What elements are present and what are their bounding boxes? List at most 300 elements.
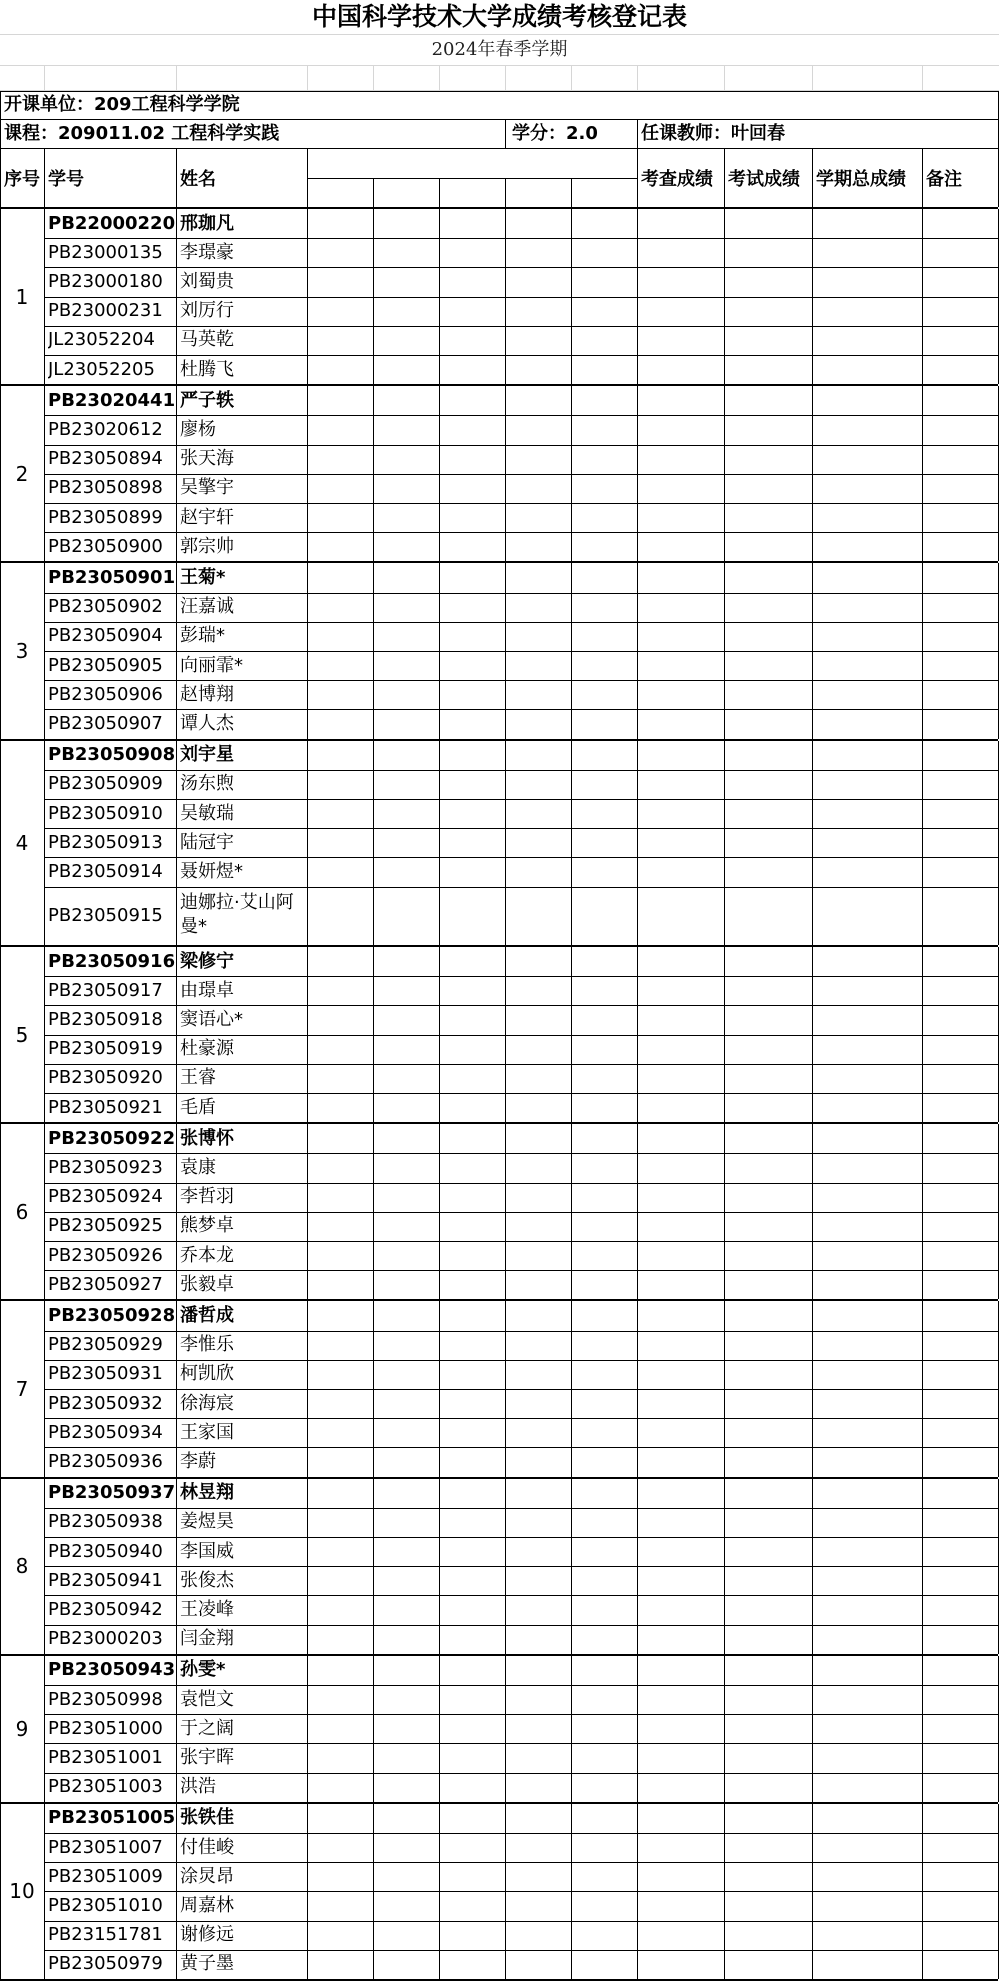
table-border-v — [637, 119, 638, 148]
student-name: 闫金翔 — [180, 1628, 234, 1650]
header-student-id: 学号 — [48, 169, 84, 190]
student-id: PB23050934 — [48, 1421, 163, 1443]
table-border-h — [0, 1654, 998, 1656]
table-border-h — [0, 148, 998, 149]
student-name: 杜豪源 — [180, 1038, 234, 1060]
table-border-v — [307, 1124, 308, 1299]
table-border-h — [44, 976, 998, 977]
table-border-h — [307, 178, 637, 179]
table-border-v — [439, 1656, 440, 1802]
group-number: 3 — [15, 639, 29, 663]
table-border-h — [44, 1183, 998, 1184]
table-border-v — [922, 386, 923, 561]
table-border-v — [176, 148, 177, 207]
student-name: 黄子墨 — [180, 1953, 234, 1975]
table-border-v — [373, 741, 374, 945]
table-border-v — [922, 1124, 923, 1299]
table-border-v — [571, 178, 572, 207]
table-border-h — [44, 297, 998, 298]
table-border-v — [44, 386, 45, 561]
student-id: PB23050932 — [48, 1392, 163, 1414]
table-border-v — [44, 1656, 45, 1802]
table-border-v — [373, 386, 374, 561]
table-border-v — [571, 563, 572, 739]
table-border-v — [922, 1804, 923, 1979]
student-name: 张铁佳 — [180, 1807, 234, 1829]
table-border-v — [44, 563, 45, 739]
table-border-h — [44, 1447, 998, 1448]
student-id: PB23050909 — [48, 773, 163, 795]
table-border-v — [44, 1301, 45, 1477]
student-id: PB23050916 — [48, 950, 176, 972]
table-border-v — [307, 1479, 308, 1654]
student-name: 刘宇星 — [180, 744, 234, 766]
table-border-v — [922, 209, 923, 384]
table-border-h — [44, 1241, 998, 1242]
student-name: 孙雯* — [180, 1659, 226, 1681]
student-name: 杜腾飞 — [180, 358, 234, 380]
table-border-h — [44, 1418, 998, 1419]
sheet-gridline — [307, 65, 308, 90]
student-id: PB23050924 — [48, 1186, 163, 1208]
student-name — [180, 891, 307, 939]
table-border-v — [44, 947, 45, 1122]
table-border-h — [44, 828, 998, 829]
student-name: 赵宇轩 — [180, 506, 234, 528]
table-border-v — [505, 1479, 506, 1654]
student-id: PB23050929 — [48, 1334, 163, 1356]
table-border-h — [0, 119, 998, 120]
table-border-v — [505, 386, 506, 561]
semester-subtitle: 2024年春季学期 — [431, 39, 568, 60]
student-name: 乔本龙 — [180, 1244, 234, 1266]
table-border-h — [0, 1802, 998, 1804]
table-border-v — [176, 741, 177, 945]
table-border-v — [724, 947, 725, 1122]
student-id: PB23151781 — [48, 1924, 163, 1946]
table-border-v — [724, 1124, 725, 1299]
student-name: 李璟豪 — [180, 241, 234, 263]
student-name: 吴敏瑞 — [180, 802, 234, 824]
student-id: PB23050899 — [48, 506, 163, 528]
table-border-v — [724, 741, 725, 945]
table-border-v — [307, 1656, 308, 1802]
table-border-h — [44, 326, 998, 327]
table-border-h — [44, 651, 998, 652]
table-border-h — [44, 445, 998, 446]
table-border-v — [571, 209, 572, 384]
student-id: PB23051001 — [48, 1747, 163, 1768]
student-name: 张毅卓 — [180, 1273, 234, 1295]
table-border-v — [373, 1124, 374, 1299]
table-border-v — [439, 1124, 440, 1299]
sheet-gridline — [637, 65, 638, 90]
table-border-h — [0, 945, 998, 947]
header-remark: 备注 — [926, 169, 962, 190]
table-border-h — [44, 1685, 998, 1686]
student-id: PB23050931 — [48, 1363, 163, 1385]
table-border-v — [307, 1804, 308, 1979]
student-name: 严子轶 — [180, 389, 234, 411]
table-border-h — [44, 1005, 998, 1006]
table-border-v — [439, 563, 440, 739]
table-border-v — [307, 741, 308, 945]
table-border-v — [571, 1301, 572, 1477]
student-name: 马英乾 — [180, 329, 234, 351]
sheet-gridline — [176, 65, 177, 90]
sheet-gridline — [571, 65, 572, 90]
table-border-v — [812, 741, 813, 945]
table-border-v — [176, 386, 177, 561]
table-border-v — [637, 1124, 638, 1299]
student-name: 梁修宁 — [180, 950, 234, 972]
student-name: 周嘉林 — [180, 1895, 234, 1916]
table-border-v — [439, 209, 440, 384]
table-border-v — [44, 209, 45, 384]
table-border-h — [44, 1389, 998, 1390]
group-number: 2 — [15, 461, 29, 486]
student-name: 谭人杰 — [180, 713, 234, 734]
sheet-gridline — [922, 65, 923, 90]
table-border-h — [44, 532, 998, 533]
student-id: PB23050926 — [48, 1244, 163, 1266]
sheet-gridline — [44, 65, 45, 90]
table-border-v — [637, 1804, 638, 1979]
table-border-v — [922, 1301, 923, 1477]
student-name: 柯凯欣 — [180, 1363, 234, 1385]
table-border-v — [571, 1656, 572, 1802]
student-name: 洪浩 — [180, 1776, 216, 1798]
student-id: PB23050918 — [48, 1009, 163, 1030]
table-border-v — [307, 386, 308, 561]
table-border-v — [0, 148, 1, 207]
table-border-v — [176, 1479, 177, 1654]
table-border-v — [505, 1301, 506, 1477]
student-name: 汪嘉诚 — [180, 596, 234, 618]
group-number: 1 — [15, 284, 29, 309]
table-border-v — [373, 1656, 374, 1802]
student-id: PB23050940 — [48, 1540, 163, 1562]
table-border-v — [307, 1301, 308, 1477]
group-number: 8 — [15, 1554, 29, 1579]
student-id: PB23050927 — [48, 1273, 163, 1295]
table-border-v — [637, 1656, 638, 1802]
student-id: PB23050937 — [48, 1482, 176, 1504]
student-name: 由璟卓 — [180, 979, 234, 1001]
student-name: 李哲羽 — [180, 1186, 234, 1208]
group-number: 7 — [15, 1377, 29, 1401]
table-border-h — [44, 799, 998, 800]
student-id: PB23050922 — [48, 1127, 176, 1149]
header-seq: 序号 — [4, 169, 40, 190]
table-border-h — [44, 770, 998, 771]
table-border-v — [724, 563, 725, 739]
table-border-v — [373, 563, 374, 739]
student-name: 袁康 — [180, 1157, 216, 1178]
table-border-v — [637, 148, 638, 207]
table-border-v — [373, 1301, 374, 1477]
student-id: PB23050920 — [48, 1067, 163, 1089]
student-id: PB22000220 — [48, 212, 176, 234]
table-border-v — [812, 1301, 813, 1477]
table-border-v — [812, 148, 813, 207]
table-border-v — [373, 1479, 374, 1654]
group-number: 10 — [9, 1879, 35, 1904]
sheet-gridline — [724, 65, 725, 90]
student-id: JL23052205 — [48, 358, 155, 380]
sheet-gridline — [812, 65, 813, 90]
table-border-v — [505, 741, 506, 945]
table-border-v — [439, 178, 440, 207]
table-border-v — [637, 209, 638, 384]
table-border-h — [44, 709, 998, 710]
table-border-v — [637, 947, 638, 1122]
student-id: PB23050907 — [48, 713, 163, 734]
table-border-h — [44, 355, 998, 356]
student-id: PB23020441 — [48, 389, 176, 411]
table-border-v — [571, 386, 572, 561]
table-border-v — [724, 1301, 725, 1477]
header-name: 姓名 — [180, 169, 216, 190]
table-border-h — [0, 1477, 998, 1479]
table-border-h — [0, 1122, 998, 1124]
table-border-h — [44, 622, 998, 623]
table-border-v — [307, 209, 308, 384]
student-name: 张俊杰 — [180, 1569, 234, 1591]
course-label: 课程：209011.02 工程科学实践 — [4, 123, 280, 144]
table-border-h — [44, 1773, 998, 1774]
table-border-v — [922, 1479, 923, 1654]
student-id: PB23000135 — [48, 241, 163, 263]
student-name-line: 曼* — [180, 915, 207, 937]
table-border-v — [724, 1656, 725, 1802]
table-border-h — [0, 1299, 998, 1301]
student-name: 汤东煦 — [180, 773, 234, 795]
student-id: PB23050915 — [48, 904, 163, 926]
header-total-score: 学期总成绩 — [816, 169, 906, 190]
table-border-h — [44, 503, 998, 504]
student-id: PB23000180 — [48, 271, 163, 292]
student-id: PB23050925 — [48, 1215, 163, 1237]
table-border-v — [637, 386, 638, 561]
table-border-v — [439, 386, 440, 561]
table-border-v — [505, 1124, 506, 1299]
student-name: 林昱翔 — [180, 1482, 234, 1504]
table-border-v — [505, 947, 506, 1122]
student-id: PB23050901 — [48, 567, 176, 588]
student-name-line: 迪娜拉·艾山阿 — [180, 891, 294, 913]
table-border-h — [0, 384, 998, 386]
student-id: PB23050942 — [48, 1599, 163, 1620]
table-border-h — [44, 1331, 998, 1332]
table-border-h — [0, 739, 998, 741]
group-number: 6 — [15, 1199, 29, 1224]
student-name: 王家国 — [180, 1421, 234, 1443]
sheet-title: 中国科学技术大学成绩考核登记表 — [0, 0, 999, 35]
table-border-v — [176, 1301, 177, 1477]
student-id: PB23000231 — [48, 300, 163, 322]
student-name: 张宇晖 — [180, 1747, 234, 1768]
student-name: 陆冠宇 — [180, 831, 234, 853]
credit-label: 学分：2.0 — [512, 123, 598, 144]
student-name: 刘蜀贵 — [180, 271, 234, 292]
table-border-v — [724, 386, 725, 561]
header-check-score: 考查成绩 — [641, 169, 713, 190]
table-border-v — [439, 741, 440, 945]
student-id: PB23050906 — [48, 683, 163, 705]
sheet-gridline — [373, 65, 374, 90]
student-name: 于之阔 — [180, 1717, 234, 1739]
table-border-h — [44, 415, 998, 416]
table-border-v — [176, 563, 177, 739]
table-border-h — [44, 1921, 998, 1922]
table-border-h — [44, 1950, 998, 1951]
student-name: 袁恺文 — [180, 1688, 234, 1710]
table-border-v — [439, 1804, 440, 1979]
student-name: 张博怀 — [180, 1127, 234, 1149]
table-border-v — [812, 1479, 813, 1654]
student-name: 潘哲成 — [180, 1305, 234, 1326]
table-border-v — [44, 741, 45, 945]
table-border-v — [922, 741, 923, 945]
group-number: 5 — [15, 1022, 29, 1047]
table-border-h — [44, 474, 998, 475]
student-name: 姜煜昊 — [180, 1511, 234, 1533]
student-name: 张天海 — [180, 448, 234, 470]
student-name: 毛盾 — [180, 1096, 216, 1118]
student-name: 窦语心* — [180, 1009, 243, 1030]
student-id: PB23050917 — [48, 979, 163, 1001]
table-border-h — [44, 1508, 998, 1509]
table-border-v — [571, 1124, 572, 1299]
table-border-v — [505, 1656, 506, 1802]
table-border-h — [44, 1093, 998, 1094]
table-border-v — [637, 1479, 638, 1654]
student-id: PB23050904 — [48, 625, 163, 647]
table-border-v — [812, 1124, 813, 1299]
student-name: 向丽霏* — [180, 654, 243, 676]
student-id: PB23050913 — [48, 831, 163, 853]
student-id: PB23050938 — [48, 1511, 163, 1533]
table-border-h — [44, 1212, 998, 1213]
table-border-v — [812, 386, 813, 561]
student-name: 彭瑞* — [180, 625, 225, 647]
student-name: 刘厉行 — [180, 300, 234, 322]
table-border-h — [44, 238, 998, 239]
table-border-v — [922, 1656, 923, 1802]
table-border-v — [637, 1301, 638, 1477]
table-border-h — [44, 857, 998, 858]
table-border-v — [373, 209, 374, 384]
student-name: 聂妍煜* — [180, 861, 243, 882]
sheet-gridline — [439, 65, 440, 90]
student-name: 郭宗帅 — [180, 535, 234, 557]
student-name: 谢修远 — [180, 1924, 234, 1946]
student-name: 吴擎宇 — [180, 477, 234, 499]
table-border-h — [44, 1270, 998, 1271]
table-border-h — [44, 1862, 998, 1863]
table-border-v — [571, 947, 572, 1122]
table-border-v — [439, 1301, 440, 1477]
student-id: PB23050894 — [48, 448, 163, 470]
student-id: PB23051000 — [48, 1717, 163, 1739]
table-border-v — [812, 563, 813, 739]
table-border-v — [637, 563, 638, 739]
student-id: PB23050941 — [48, 1569, 163, 1591]
table-border-h — [44, 1360, 998, 1361]
group-number: 4 — [15, 830, 29, 855]
table-border-h — [44, 1743, 998, 1744]
student-id: PB23050923 — [48, 1157, 163, 1178]
table-border-h — [0, 207, 998, 209]
table-border-h — [44, 1064, 998, 1065]
table-border-v — [176, 1656, 177, 1802]
table-border-v — [439, 1479, 440, 1654]
student-id: PB23051007 — [48, 1836, 163, 1858]
student-id: PB23050908 — [48, 744, 176, 766]
student-id: PB23050900 — [48, 535, 163, 557]
table-border-v — [307, 947, 308, 1122]
student-id: PB23050919 — [48, 1038, 163, 1060]
table-border-v — [571, 1804, 572, 1979]
student-id: PB23020612 — [48, 419, 163, 440]
student-id: PB23050921 — [48, 1096, 163, 1118]
table-border-v — [724, 148, 725, 207]
table-border-v — [505, 563, 506, 739]
table-border-v — [176, 1124, 177, 1299]
table-border-v — [637, 741, 638, 945]
table-border-v — [307, 563, 308, 739]
table-border-v — [0, 90, 1, 148]
table-border-v — [176, 947, 177, 1122]
student-name: 李国威 — [180, 1540, 234, 1562]
student-name: 赵博翔 — [180, 683, 234, 705]
student-id: PB23050905 — [48, 654, 163, 676]
student-name: 李蔚 — [180, 1451, 216, 1472]
student-id: PB23050902 — [48, 596, 163, 618]
table-border-v — [44, 148, 45, 207]
table-border-v — [505, 209, 506, 384]
table-border-v — [439, 947, 440, 1122]
student-id: PB23050943 — [48, 1659, 176, 1681]
table-border-v — [44, 1804, 45, 1979]
table-border-v — [571, 1479, 572, 1654]
table-border-h — [44, 1566, 998, 1567]
table-border-v — [571, 741, 572, 945]
table-border-v — [724, 209, 725, 384]
student-id: PB23050928 — [48, 1305, 176, 1326]
table-border-v — [724, 1804, 725, 1979]
table-border-v — [505, 119, 506, 148]
table-border-h — [44, 1833, 998, 1834]
student-name: 邢珈凡 — [180, 212, 234, 234]
student-name: 王菊* — [180, 567, 226, 588]
student-name: 徐海宸 — [180, 1392, 234, 1414]
table-border-v — [505, 1804, 506, 1979]
department-label: 开课单位：209工程科学学院 — [4, 94, 240, 115]
table-border-h — [44, 887, 998, 888]
student-id: JL23052204 — [48, 329, 155, 351]
student-id: PB23050936 — [48, 1451, 163, 1472]
table-border-v — [812, 1804, 813, 1979]
student-id: PB23051005 — [48, 1807, 176, 1829]
table-border-v — [505, 178, 506, 207]
student-id: PB23050898 — [48, 477, 163, 499]
sheet-gridline — [505, 65, 506, 90]
teacher-label: 任课教师：叶回春 — [641, 123, 785, 144]
table-border-v — [44, 1479, 45, 1654]
table-border-v — [176, 1804, 177, 1979]
